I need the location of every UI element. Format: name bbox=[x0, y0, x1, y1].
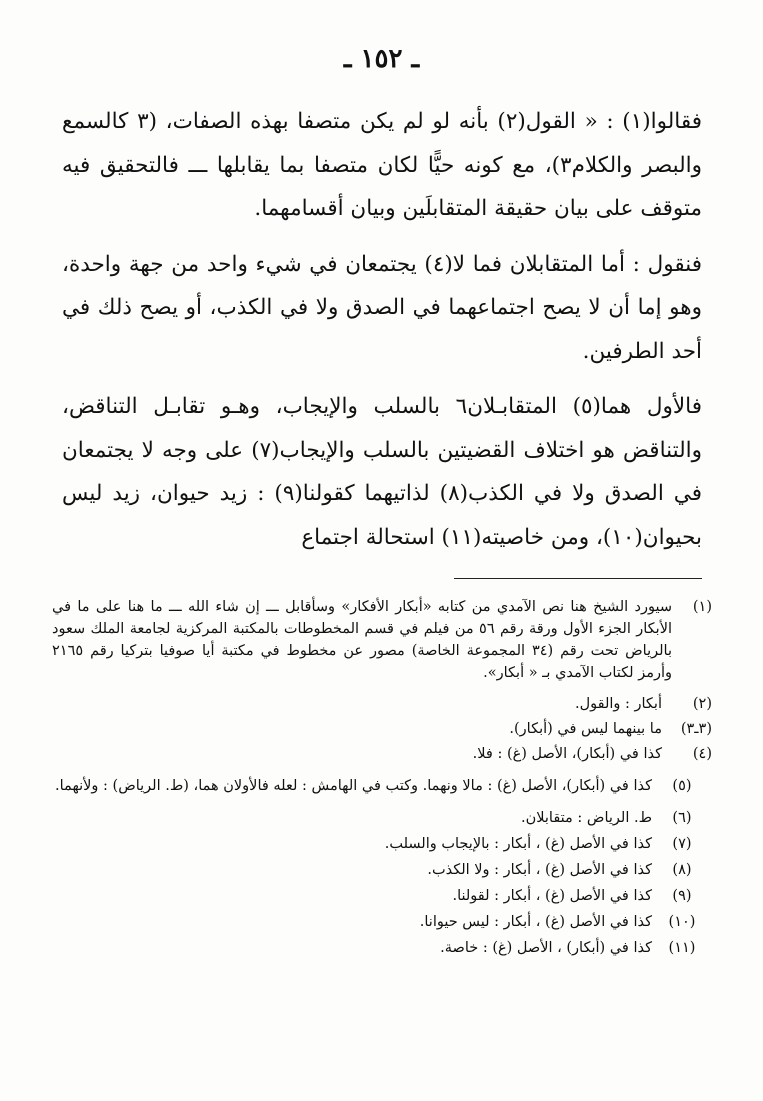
footnote bbox=[52, 742, 712, 767]
footnote-number: (٦) bbox=[672, 810, 692, 826]
footnote-divider bbox=[454, 578, 702, 579]
footnote bbox=[52, 805, 712, 831]
footnote-number: (٥) bbox=[672, 778, 692, 794]
footnote-text: ط. الرياض : متقابلان. bbox=[520, 810, 652, 826]
page-number: ـ ١٥٢ ـ bbox=[343, 44, 420, 74]
footnote-text: كذا في الأصل (غ) ، أبكار : ولا الكذب. bbox=[427, 862, 652, 878]
footnote-number: (٩) bbox=[672, 888, 692, 904]
footnote bbox=[52, 596, 712, 684]
footnote-text: كذا في (أبكار) ، الأصل (غ) : خاصة. bbox=[440, 940, 652, 956]
footnote bbox=[52, 831, 712, 857]
paragraph: فنقول : أما المتقابلان فما لا(٤) يجتمعان في شيء واحد من جهة واحدة، وهو إما أن لا يصح اجتماعهما في الصدق ولا في الكذب، أو يصح ذلك في أحد الطرفين. bbox=[62, 251, 703, 364]
paragraph: فقالوا(١) : « القول(٢) بأنه لو لم يكن متصفا بهذه الصفات، (٣ كالسمع والبصر والكلام٣)، مع كونه حيًّا لكان متصفا بما يقابلها ـــ فالتحقيق فيه متوقف على بيان حقيقة المتقابلَين وبيان أقسامهما. bbox=[62, 109, 702, 221]
footnotes bbox=[52, 596, 712, 961]
footnote bbox=[52, 717, 712, 742]
footnote bbox=[52, 857, 712, 883]
footnote-text: ما بينهما ليس في (أبكار). bbox=[509, 721, 662, 737]
footnote bbox=[52, 935, 712, 961]
footnote bbox=[52, 773, 712, 799]
footnote-number: (٣ـ٣) bbox=[680, 721, 712, 737]
footnote-text: أبكار : والقول. bbox=[574, 696, 662, 712]
footnote-text: كذا في الأصل (غ) ، أبكار : بالإيجاب والسلب. bbox=[384, 836, 652, 852]
footnote-text: كذا في الأصل (غ) ، أبكار : ليس حيوانا. bbox=[419, 914, 652, 930]
footnote bbox=[52, 909, 712, 935]
main-text bbox=[62, 100, 702, 559]
footnote-number: (٧) bbox=[672, 836, 692, 852]
footnote-number: (٨) bbox=[672, 862, 692, 878]
footnote-text: كذا في (أبكار)، الأصل (غ) : فلا. bbox=[472, 746, 662, 762]
footnote bbox=[52, 692, 712, 717]
footnote-number: (١٠) bbox=[668, 914, 696, 930]
footnote-text: كذا في الأصل (غ) ، أبكار : لقولنا. bbox=[452, 888, 652, 904]
footnote bbox=[52, 883, 712, 909]
footnote-text: كذا في (أبكار)، الأصل (غ) : مالا ونهما. وكتب في الهامش : لعله فالأولان هما، (ط. الرياض) : ولأنهما. bbox=[55, 778, 652, 794]
footnote-number: (٢) bbox=[692, 696, 712, 712]
footnote-text: سيورد الشيخ هنا نص الآمدي من كتابه «أبكار الأفكار» وسأقابل ـــ إن شاء الله ـــ ما هنا على ما في الأبكار الجزء الأول ورقة رقم ٥٦ من فيلم في قسم المخطوطات بالمكتبة المركزية لجامعة الملك سعود بالرياض تحت رقم (٣٤ المجموعة الخاصة) مصور عن مخطوط في مكتبة أيا صوفيا بتركيا رقم ٢١٦٥ وأرمز لكتاب الآمدي بـ « أبكار». bbox=[52, 599, 672, 681]
footnote-number: (١) bbox=[692, 599, 712, 615]
footnote-number: (١١) bbox=[668, 940, 696, 956]
paragraph: فالأول هما(٥) المتقابـلان٦ بالسلب والإيجاب، وهـو تقابـل التناقض، والتناقض هو اختلاف القضيتين بالسلب والإيجاب(٧) على وجه لا يجتمعان في الصدق ولا في الكذب(٨) لذاتيهما كقولنا(٩) : زيد حيوان، زيد ليس بحيوان(١٠)، ومن خاصيته(١١) استحالة اجتماع bbox=[62, 394, 703, 550]
footnote-number: (٤) bbox=[692, 746, 712, 762]
